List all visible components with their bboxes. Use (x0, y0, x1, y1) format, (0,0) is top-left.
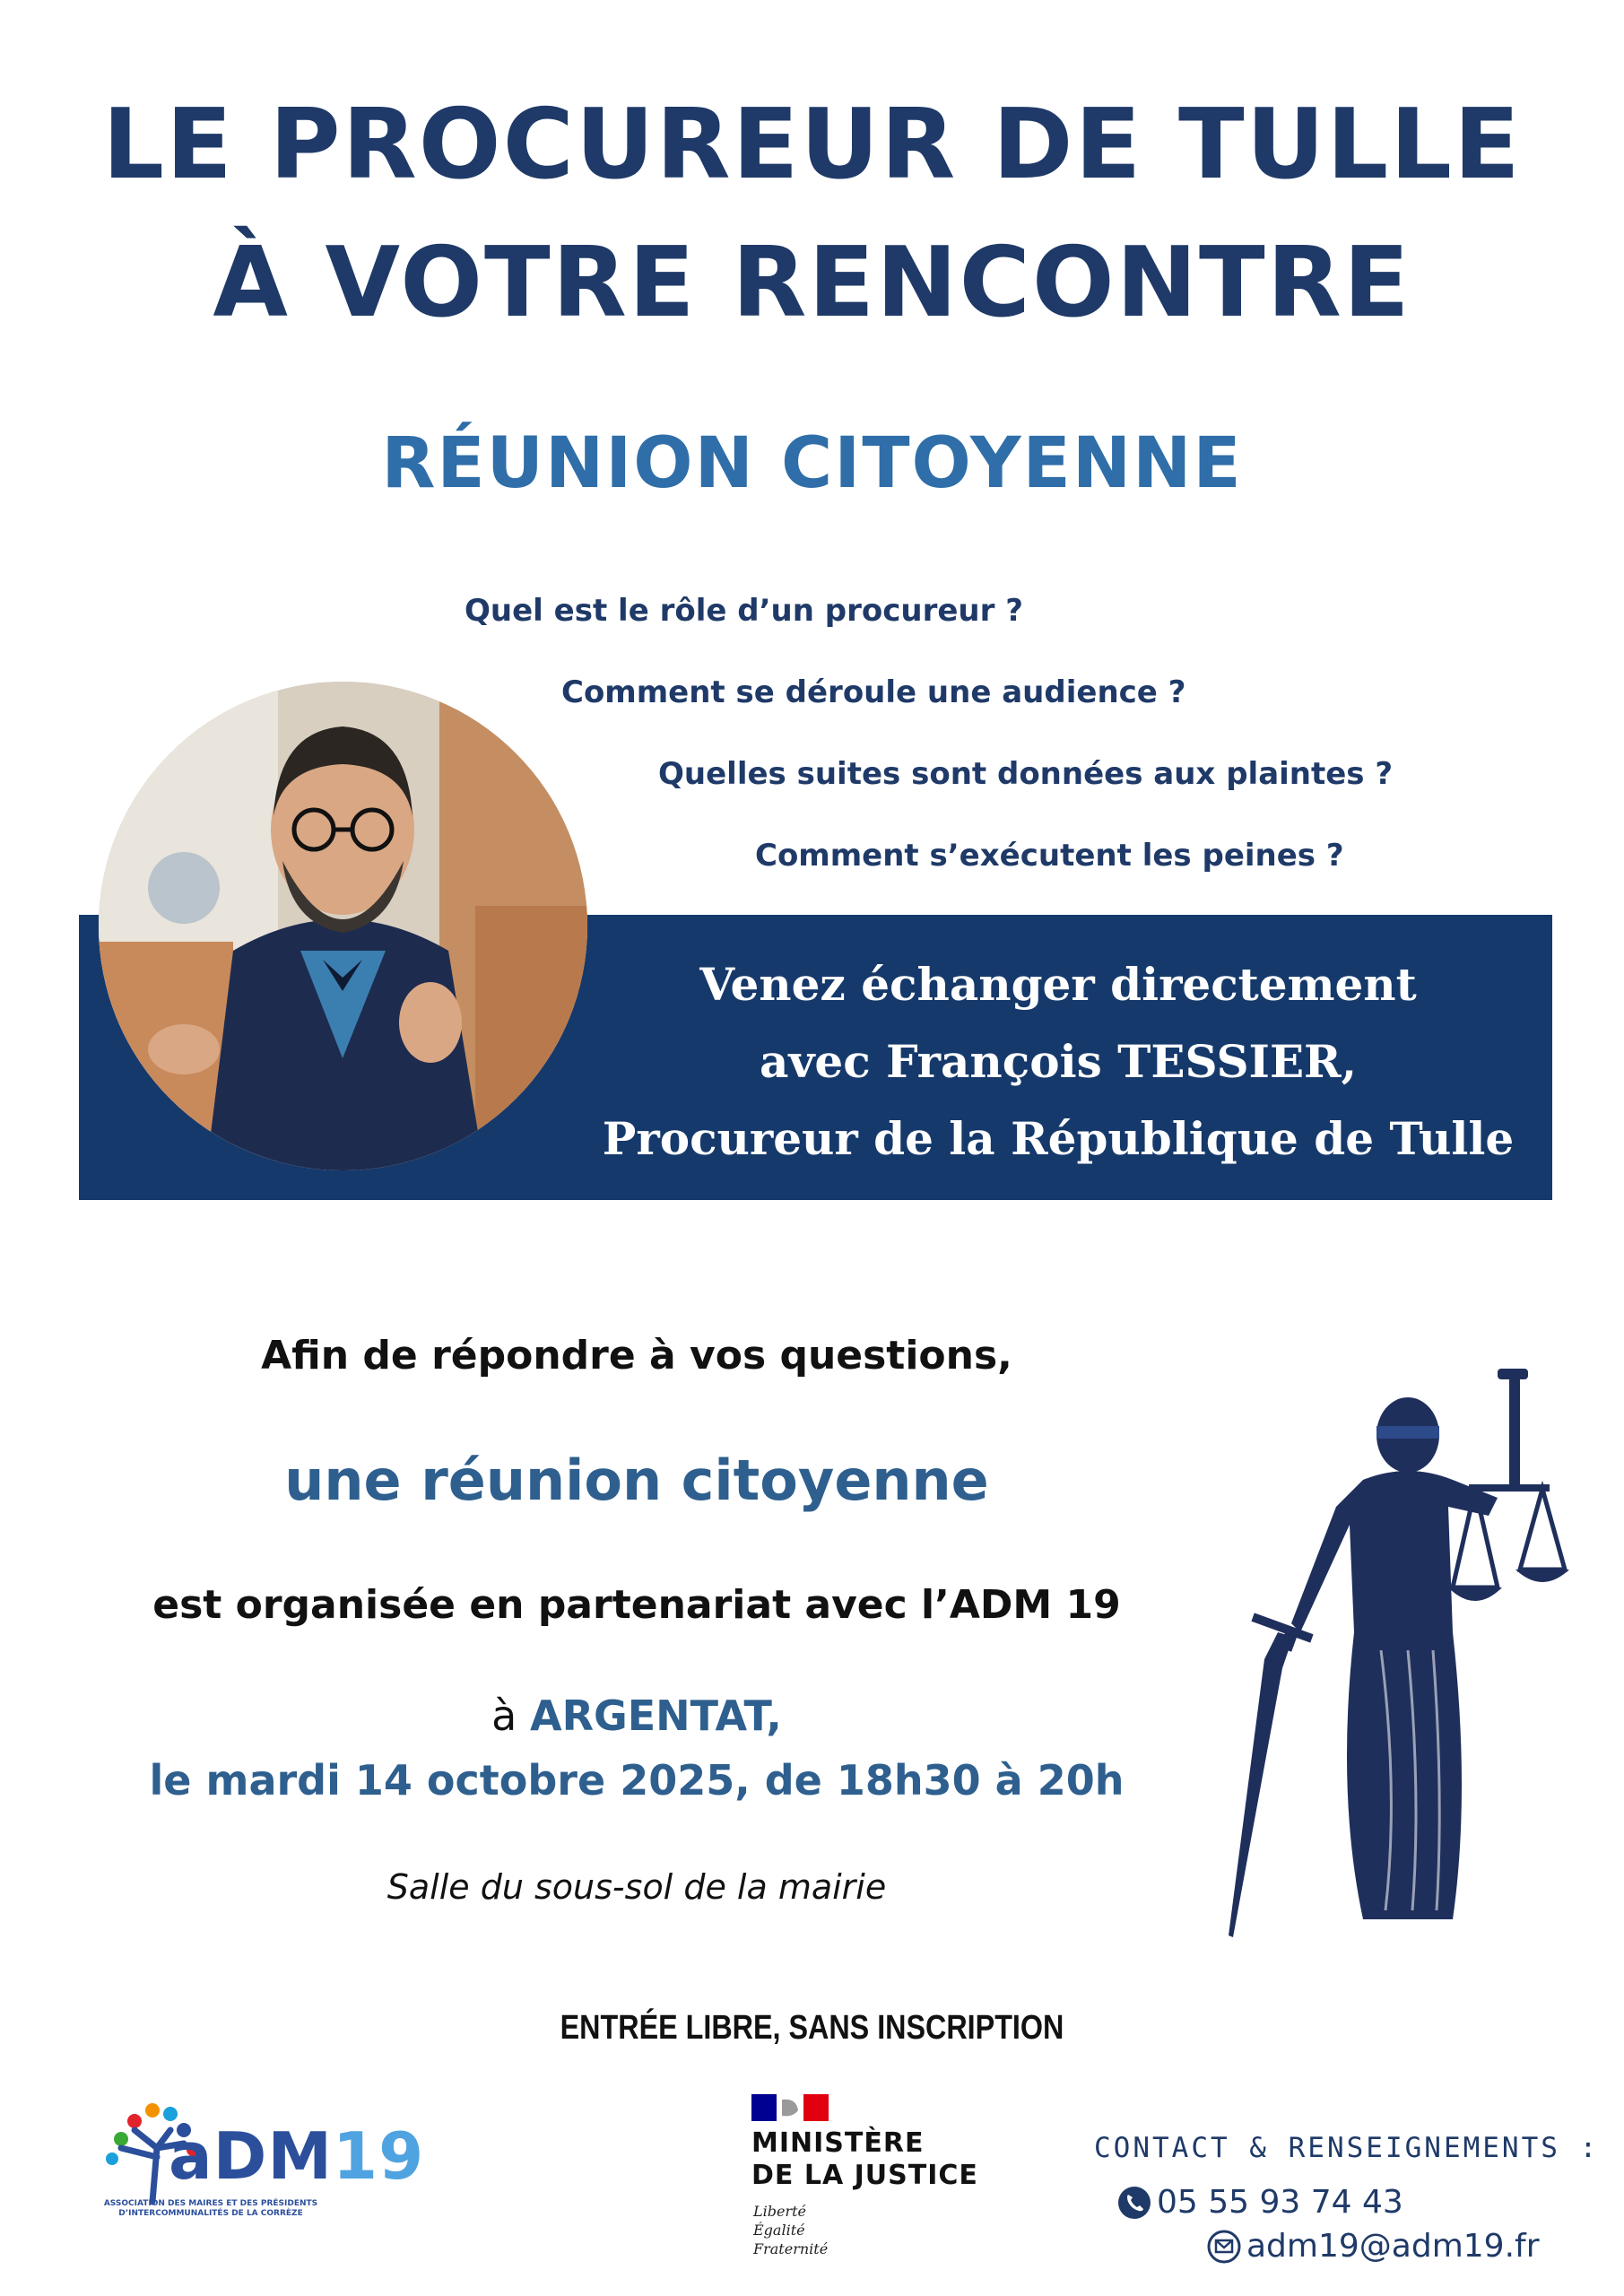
ministry-name (751, 2127, 978, 2192)
ministry-line-2: DE LA JUSTICE (751, 2160, 978, 2191)
question-2: Comment se déroule une audience ? (561, 674, 1186, 710)
banner-text (574, 946, 1542, 1178)
intro-text: Afin de répondre à vos questions, (261, 1333, 1012, 1378)
question-4: Comment s’exécutent les peines ? (755, 838, 1344, 874)
title-line-2: À VOTRE RENCONTRE (213, 227, 1411, 339)
title-line-1: LE PROCUREUR DE TULLE (102, 89, 1522, 201)
adm19-wordmark (169, 2118, 425, 2194)
location-city: ARGENTAT, (529, 1692, 782, 1740)
adm-number: 19 (333, 2118, 425, 2194)
question-3: Quelles suites sont données aux plaintes ? (658, 756, 1394, 792)
subtitle: RÉUNION CITOYENNE (381, 423, 1243, 504)
ministry-line-1: MINISTÈRE (751, 2127, 925, 2159)
contact-phone (1117, 2186, 1403, 2220)
partnership-text: est organisée en partenariat avec l’ADM 19 (152, 1582, 1121, 1628)
email-address[interactable]: adm19@adm19.fr (1246, 2228, 1540, 2265)
location-line (81, 1692, 1193, 1740)
motto-liberte: Liberté (753, 2203, 806, 2220)
banner-line-3: Procureur de la République de Tulle (602, 1112, 1515, 1165)
lady-justice-illustration (1229, 1363, 1569, 1955)
prosecutor-portrait (99, 682, 587, 1170)
republic-motto (753, 2202, 828, 2258)
location-prefix: à (491, 1692, 517, 1740)
marianne-flag-icon (751, 2094, 829, 2121)
date-time: le mardi 14 octobre 2025, de 18h30 à 20h (149, 1756, 1125, 1805)
banner-line-2: avec François TESSIER, (759, 1035, 1358, 1088)
highlight-text: une réunion citoyenne (284, 1448, 989, 1513)
phone-number[interactable]: 05 55 93 74 43 (1157, 2184, 1403, 2221)
email-icon (1207, 2230, 1241, 2264)
portrait-illustration (99, 682, 587, 1170)
question-1: Quel est le rôle d’un procureur ? (465, 593, 1023, 629)
adm19-caption: ASSOCIATION DES MAIRES ET DES PRÉSIDENTS D’INTERCOMMUNALITÉS DE LA CORRÈZE (103, 2199, 318, 2218)
motto-fraternite: Fraternité (753, 2240, 829, 2257)
contact-title: CONTACT & RENSEIGNEMENTS : (1094, 2132, 1600, 2164)
phone-icon (1117, 2186, 1151, 2220)
motto-egalite: Égalité (753, 2222, 805, 2239)
contact-email (1207, 2230, 1540, 2264)
adm-name: aDM (169, 2118, 333, 2194)
banner-line-1: Venez échanger directement (699, 958, 1417, 1011)
venue: Salle du sous-sol de la mairie (386, 1867, 887, 1907)
entry-notice: ENTRÉE LIBRE, SANS INSCRIPTION (560, 2009, 1064, 2047)
